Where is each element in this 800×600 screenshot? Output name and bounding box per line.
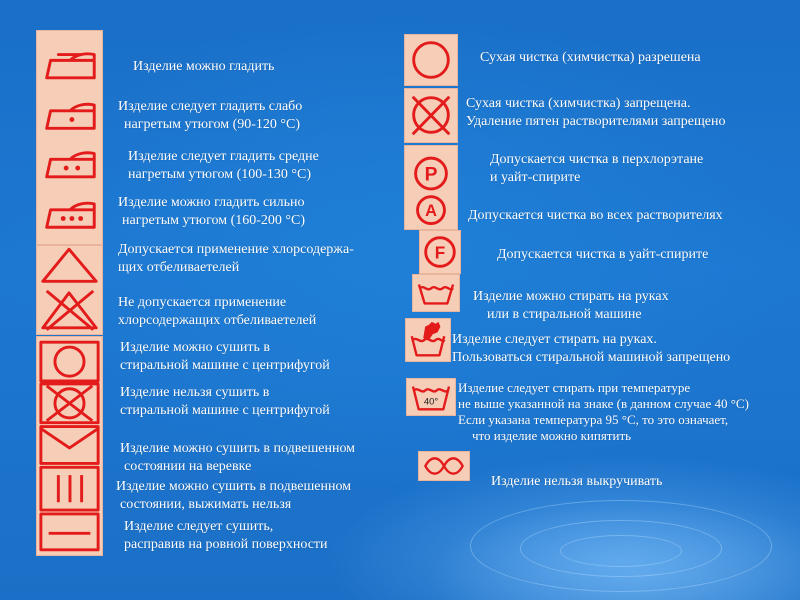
label-dry-flat: Изделие следует сушить, расправив на ровной поверхности [124, 519, 328, 552]
label-line-dry: Изделие можно сушить в подвешенном состоянии на веревке [120, 441, 356, 474]
wash-40-panel [406, 378, 456, 416]
line-dry-icon [41, 427, 98, 464]
solvent-f-panel [419, 230, 461, 274]
hand-wash-panel [405, 318, 451, 362]
iron-symbol-panel [36, 30, 103, 245]
drying-symbols [37, 337, 102, 555]
label-iron-low: Изделие следует гладить слабо нагретым утюгом (90-120 °С) [118, 99, 303, 132]
bleach-symbol-panel [36, 245, 103, 335]
iron-symbols [37, 31, 102, 244]
dry-symbol-panel [36, 336, 103, 556]
crossed-triangle-icon [43, 291, 96, 330]
label-no-dry-clean: Сухая чистка (химчистка) запрещена. Удаление пятен растворителями запрещено [466, 96, 726, 129]
label-no-wring: Изделие нельзя выкручивать [491, 474, 663, 489]
label-wash-40: Изделие следует стирать при температуре не выше указанной на знаке (в данном случае 40 °С) Если указана температура 95 °С, то это означает, что изделие можно кипятить [458, 380, 749, 443]
label-dry-clean-f: Допускается чистка в уайт-спирите [497, 247, 709, 262]
label-iron-medium: Изделие следует гладить средне нагретым утюгом (100-130 °С) [128, 149, 319, 182]
bleach-symbols [37, 246, 102, 334]
hand-wash-icon [423, 322, 440, 340]
no-dry-clean-panel [404, 88, 458, 143]
label-tumble-dry: Изделие можно сушить в стиральной машине с центрифугой [120, 340, 330, 373]
tumble-dry-icon [55, 347, 84, 376]
water-ripple [470, 500, 772, 592]
dry-clean-panel [404, 34, 458, 86]
solvent-panel [404, 145, 458, 230]
label-no-tumble-dry: Изделие нельзя сушить в стиральной машине с центрифугой [120, 385, 330, 418]
drip-dry-icon [58, 475, 81, 502]
iron-two-dots-icon [47, 153, 95, 177]
label-iron-high: Изделие можно гладить сильно нагретым утюгом (160-200 °С) [118, 195, 306, 228]
triangle-icon [43, 249, 96, 281]
p-letter: P [424, 164, 438, 186]
a-letter: A [425, 201, 437, 220]
water-ripple [560, 535, 682, 567]
iron-one-dot-icon [47, 104, 95, 128]
iron-three-dots-icon [47, 203, 95, 227]
label-dry-clean-p: Допускается чистка в перхлорэтане и уайт-спирите [490, 152, 704, 185]
wash-temp-label: 40° [423, 396, 439, 408]
no-wring-icon [425, 458, 462, 473]
f-letter: F [434, 242, 446, 263]
label-bleach-forbidden: Не допускается применение хлорсодержащих отбеливаетелей [118, 295, 317, 328]
label-washtub: Изделие можно стирать на руках или в стиральной машине [473, 289, 669, 322]
no-wring-panel [418, 451, 470, 481]
dry-clean-circle-icon [414, 43, 449, 78]
washtub-panel [412, 274, 460, 312]
label-dry-clean: Сухая чистка (химчистка) разрешена [480, 50, 701, 65]
iron-icon [47, 54, 95, 78]
water-ripple [520, 520, 722, 577]
label-bleach-allowed: Допускается применение хлорсодержа- щих отбеливаетелей [118, 242, 354, 275]
label-dry-clean-a: Допускается чистка во всех растворителях [468, 208, 723, 223]
label-iron: Изделие можно гладить [133, 59, 275, 74]
label-hand-wash: Изделие следует стирать на руках. Пользоваться стиральной машиной запрещено [452, 332, 731, 365]
label-drip-dry: Изделие можно сушить в подвешенном состоянии, выжимать нельзя [116, 479, 352, 512]
